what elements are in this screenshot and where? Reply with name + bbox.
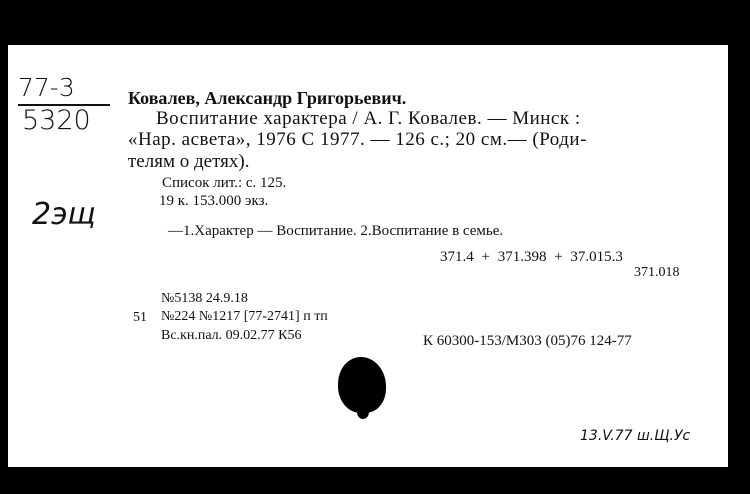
registration-line-3: Вс.кн.пал. 09.02.77 К56 bbox=[161, 328, 302, 343]
catalog-code: К 60300-153/М303 (05)76 124-77 bbox=[423, 333, 632, 349]
classification-sub: 371.018 bbox=[634, 265, 680, 280]
description-line-3: телям о детях). bbox=[128, 151, 250, 172]
bibliography-note: Список лит.: с. 125. bbox=[162, 175, 287, 191]
registration-prefix: 51 bbox=[133, 310, 147, 325]
price-print-run: 19 к. 153.000 экз. bbox=[159, 193, 269, 209]
subject-headings: —1.Характер — Воспитание. 2.Воспитание в семье. bbox=[168, 223, 504, 239]
call-number-bottom: 5320 bbox=[22, 105, 91, 136]
handwritten-mark: 2эщ bbox=[32, 197, 96, 232]
registration-line-1: №5138 24.9.18 bbox=[161, 291, 248, 306]
handwritten-date: 13.V.77 ш.Щ.Ус bbox=[580, 428, 691, 444]
catalog-card bbox=[8, 45, 728, 467]
call-number-top: 77-3 bbox=[18, 73, 75, 102]
ink-blot-tail bbox=[357, 405, 369, 419]
description-line-2: «Нар. асвета», 1976 С 1977. — 126 с.; 20 см.— (Роди- bbox=[128, 129, 587, 150]
registration-line-2: №224 №1217 [77-2741] п тп bbox=[161, 309, 328, 324]
description-line-1: Воспитание характера / А. Г. Ковалев. — Минск : bbox=[156, 108, 581, 129]
author-heading: Ковалев, Александр Григорьевич. bbox=[128, 88, 407, 108]
classification-main: 371.4 + 371.398 + 37.015.3 bbox=[440, 249, 623, 265]
